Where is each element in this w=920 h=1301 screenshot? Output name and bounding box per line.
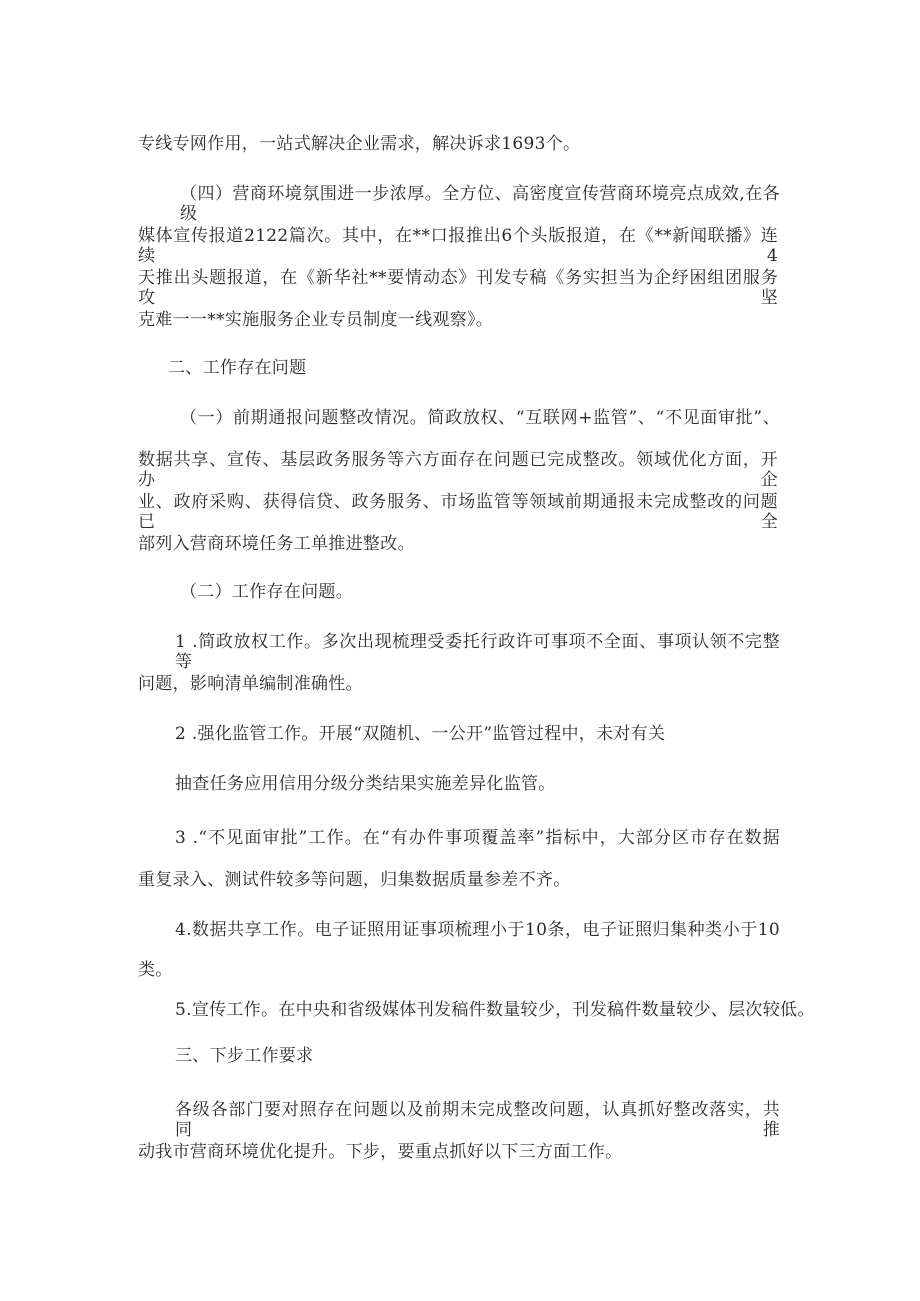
text-line: 1 .简政放权工作。多次出现梳理受委托行政许可事项不全面、事项认领不完整等 xyxy=(175,632,780,672)
section-heading: 二、工作存在问题 xyxy=(168,358,307,378)
text-line: 媒体宣传报道2122篇次。其中，在**口报推出6个头版报道，在《**新闻联播》连续4 xyxy=(138,226,778,266)
text-line: 4.数据共享工作。电子证照用证事项梳理小于10条，电子证照归集种类小于10 xyxy=(175,920,780,940)
text-line: 2 .强化监管工作。开展“双随机、一公开”监管过程中，未对有关 xyxy=(175,724,666,744)
text-line: 数据共享、宣传、基层政务服务等六方面存在问题已完成整改。领域优化方面，开办企 xyxy=(138,450,778,490)
text-line: 3 .“不见面审批”工作。在“有办件事项覆盖率”指标中，大部分区市存在数据 xyxy=(175,828,780,848)
text-line: 业、政府采购、获得信贷、政务服务、市场监管等领域前期通报未完成整改的问题已全 xyxy=(138,492,778,532)
text-line: 重复录入、测试件较多等问题，归集数据质量参差不齐。 xyxy=(138,870,571,890)
subsection-heading: （二）工作存在问题。 xyxy=(180,582,353,602)
text-line: 部列入营商环境任务工单推进整改。 xyxy=(138,534,415,554)
text-line: 克难一一**实施服务企业专员制度一线观察》。 xyxy=(138,310,494,330)
text-line: 抽查任务应用信用分级分类结果实施差异化监管。 xyxy=(175,774,556,794)
section-heading: 三、下步工作要求 xyxy=(175,1046,314,1066)
text-line: 类。 xyxy=(138,960,173,980)
text-line: 动我市营商环境优化提升。下步，要重点抓好以下三方面工作。 xyxy=(138,1142,623,1162)
text-line: （四）营商环境氛围进一步浓厚。全方位、高密度宣传营商环境亮点成效,在各级 xyxy=(180,184,780,224)
text-line: （一）前期通报问题整改情况。简政放权、“互联网+监管”、“不见面审批”、 xyxy=(180,408,780,428)
text-line: 天推出头题报道，在《新华社**要情动态》刊发专稿《务实担当为企纾困组团服务攻坚 xyxy=(138,268,778,308)
text-line: 专线专网作用，一站式解决企业需求，解决诉求1693个。 xyxy=(138,134,581,154)
text-line: 各级各部门要对照存在问题以及前期未完成整改问题，认真抓好整改落实，共同推 xyxy=(175,1100,780,1140)
text-line: 5.宣传工作。在中央和省级媒体刊发稿件数量较少，刊发稿件数量较少、层次较低。 xyxy=(175,1000,815,1020)
text-line: 问题，影响清单编制准确性。 xyxy=(138,674,363,694)
